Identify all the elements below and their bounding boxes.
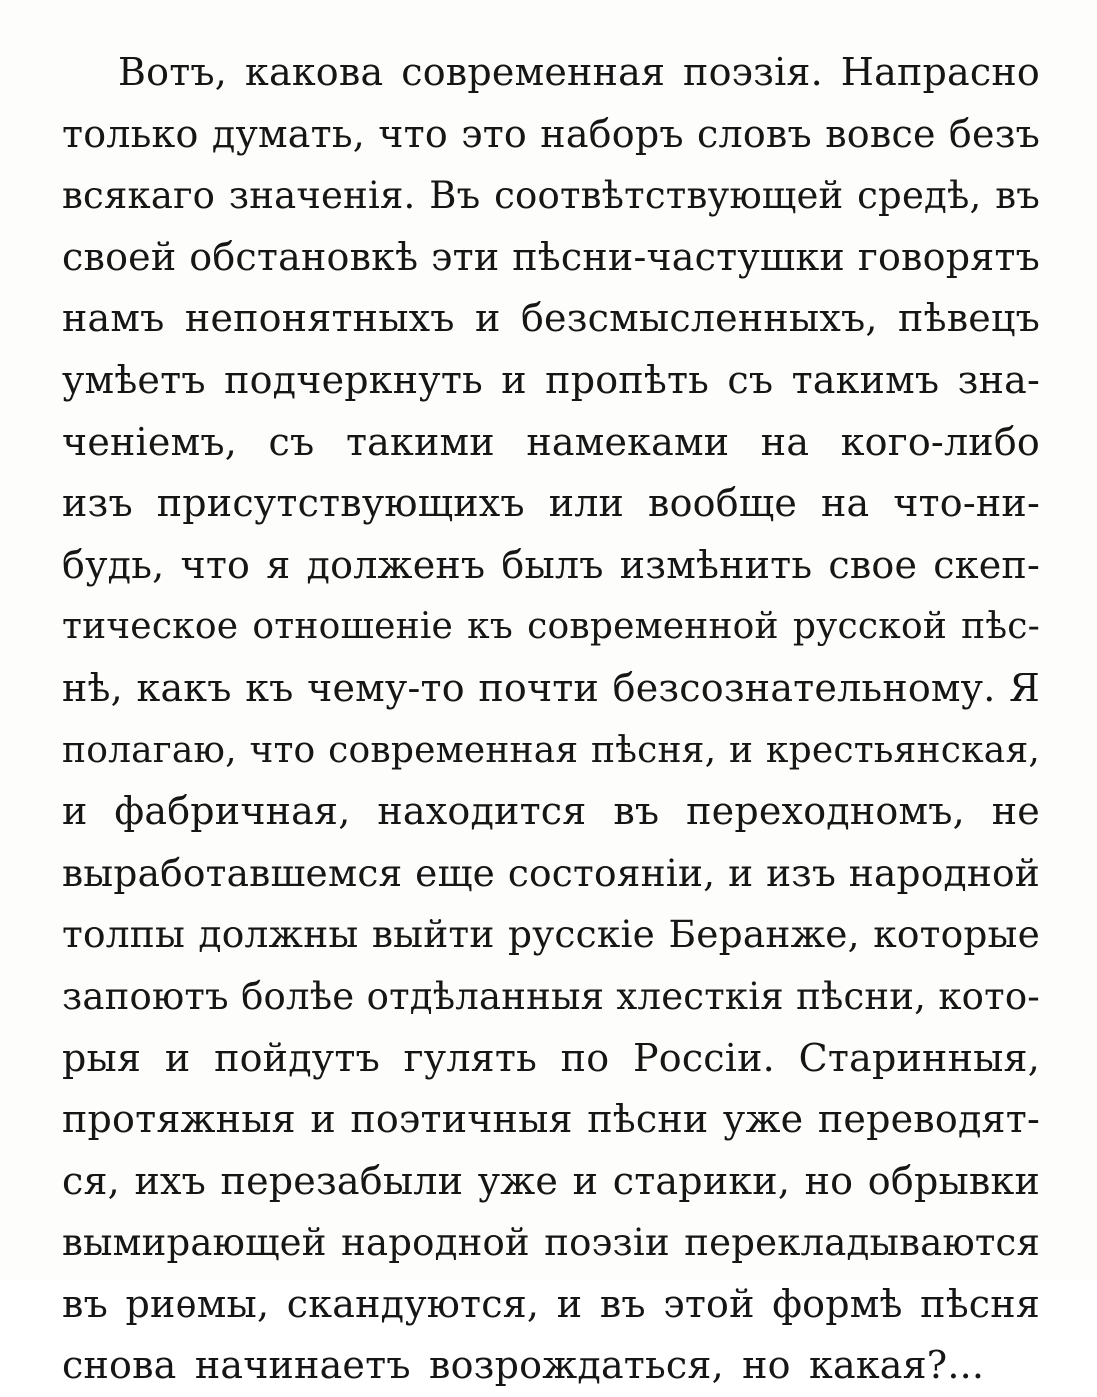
text-line: будь, что я долженъ былъ измѣнить свое скеп- <box>62 542 1040 587</box>
text-line: ся, ихъ перезабыли уже и старики, но обрывки <box>62 1158 1040 1203</box>
text-line: въ риѳмы, скандуются, и въ этой формѣ пѣсня <box>62 1281 1040 1326</box>
text-line: изъ присутствующихъ или вообще на что-ни- <box>62 481 1040 526</box>
text-line: полагаю, что современная пѣсня, и крестьянская, <box>62 729 1040 771</box>
text-line: протяжныя и поэтичныя пѣсни уже переводят- <box>62 1097 1040 1142</box>
text-line: вымирающей народной поэзіи перекладываются <box>62 1221 1040 1265</box>
text-line: толпы должны выйти русскіе Беранже, которые <box>62 912 1040 957</box>
text-line: ченіемъ, съ такими намеками на кого-либо <box>62 419 1040 464</box>
text-line: нѣ, какъ къ чему-то почти безсознательному. Я <box>62 665 1040 710</box>
text-line: тическое отношеніе къ современной русской пѣс- <box>62 606 1040 648</box>
text-line: и фабричная, находится въ переходномъ, не <box>62 789 1040 834</box>
text-line: выработавшемся еще состояніи, и изъ народной <box>62 850 1040 895</box>
paragraph <box>62 42 1040 1397</box>
text-line: Вотъ, какова современная поэзія. Напрасно <box>118 50 1040 94</box>
text-line: всякаго значенія. Въ соотвѣтствующей средѣ, въ <box>62 174 1040 218</box>
text-line: рыя и пойдутъ гулять по Россіи. Старинныя, <box>62 1035 1040 1080</box>
text-line: умѣетъ подчеркнуть и пропѣть съ такимъ зна- <box>62 357 1040 402</box>
text-line: снова начинаетъ возрождаться, но какая?... <box>62 1343 985 1388</box>
text-line: только думать, что это наборъ словъ вовсе безъ <box>62 111 1040 156</box>
text-line: намъ непонятныхъ и безсмысленныхъ, пѣвецъ <box>62 296 1040 341</box>
text-line: запоютъ болѣе отдѣланныя хлесткія пѣсни, кото- <box>62 974 1040 1018</box>
text-line: своей обстановкѣ эти пѣсни-частушки говорятъ <box>62 234 1040 279</box>
